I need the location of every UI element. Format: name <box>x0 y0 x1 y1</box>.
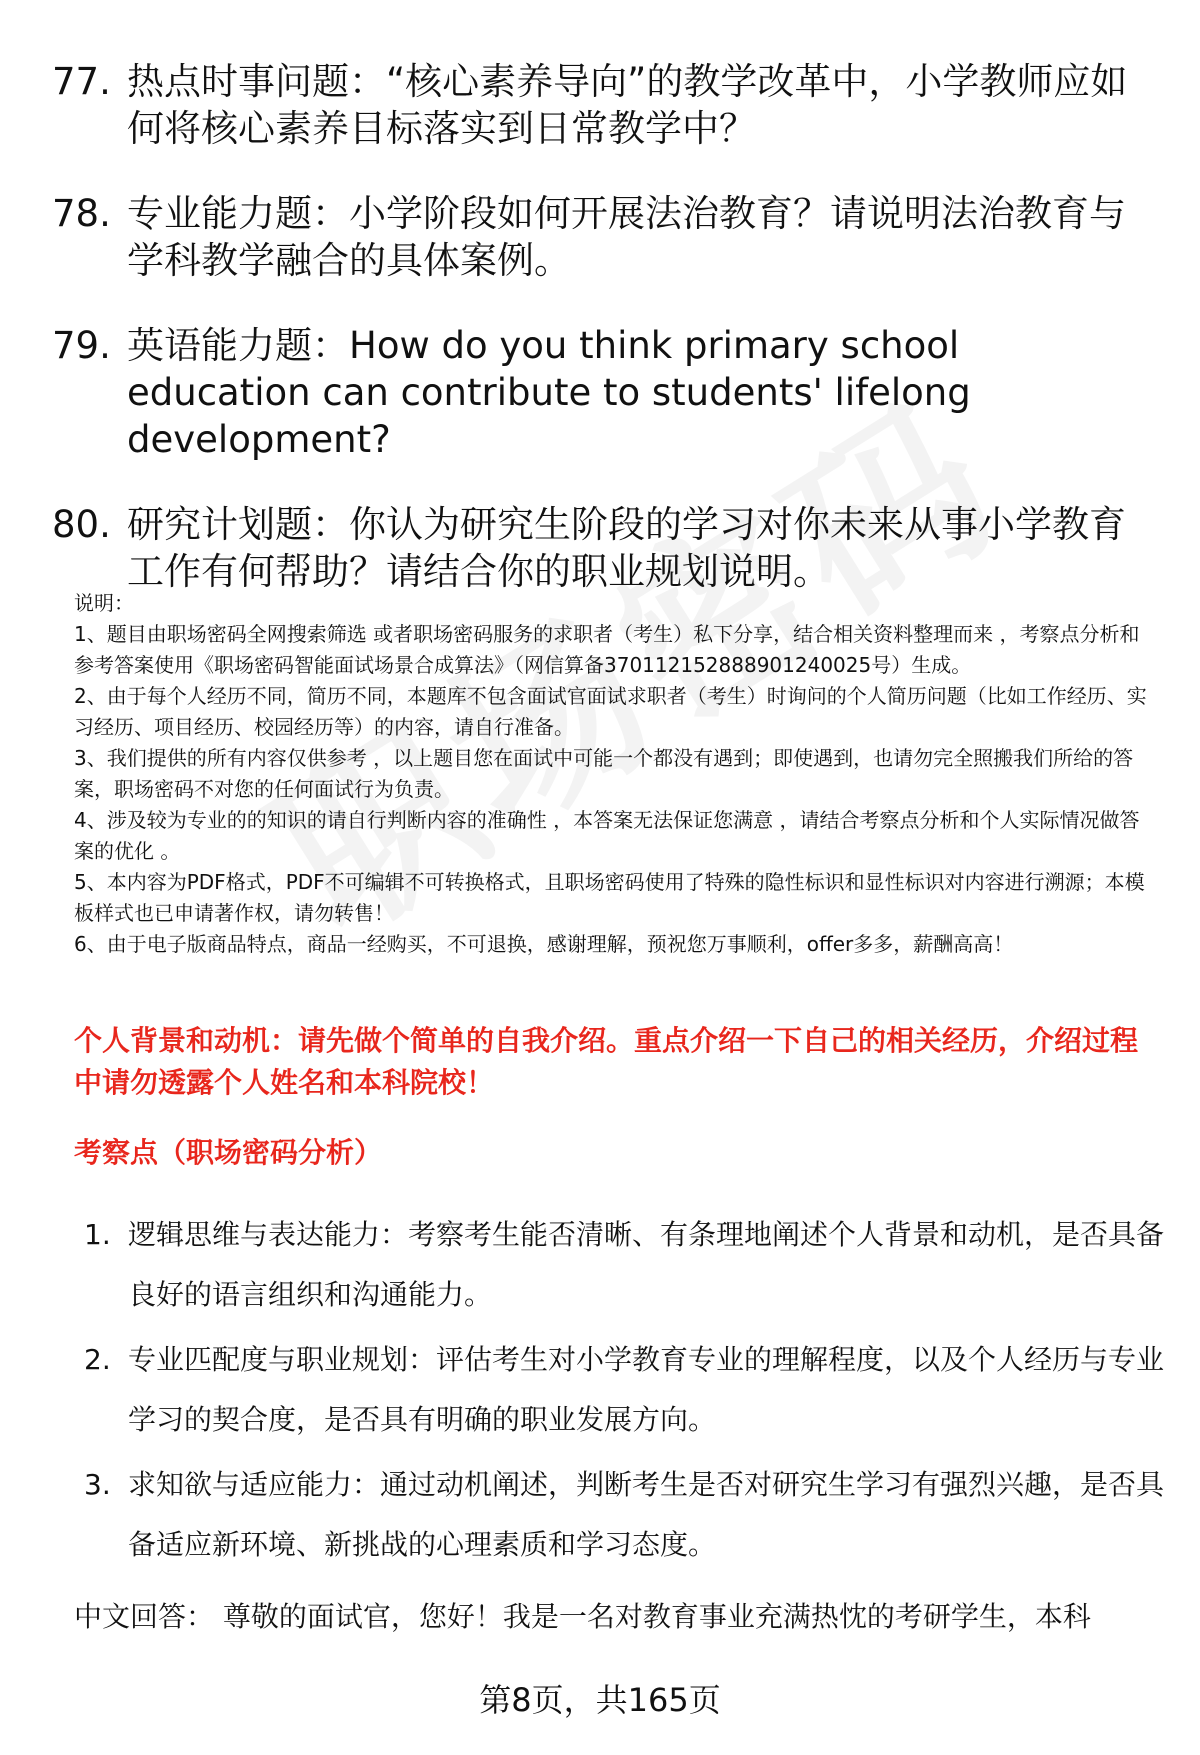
exam-point-text: 专业匹配度与职业规划：评估考生对小学教育专业的理解程度，以及个人经历与专业学习的契合度，是否具有明确的职业发展方向。 <box>128 1343 1165 1436</box>
question-number: 77. <box>52 60 111 103</box>
exam-point-item <box>84 1455 1164 1575</box>
exam-point-text: 求知欲与适应能力：通过动机阐述，判断考生是否对研究生学习有强烈兴趣，是否具备适应新环境、新挑战的心理素质和学习态度。 <box>128 1468 1165 1561</box>
exam-points-heading: 考察点（职场密码分析） <box>74 1136 383 1169</box>
question-number: 79. <box>52 324 111 367</box>
question-text: 热点时事问题：“核心素养导向”的教学改革中，小学教师应如何将核心素养目标落实到日常教学中？ <box>127 60 1128 150</box>
note-item: 1、题目由职场密码全网搜索筛选 或者职场密码服务的求职者（考生）私下分享，结合相关资料整理而来 ，考察点分析和参考答案使用《职场密码智能面试场景合成算法》（网信算备370112152888901240025号）生成。 <box>74 622 1140 677</box>
exam-point-text: 逻辑思维与表达能力：考察考生能否清晰、有条理地阐述个人背景和动机，是否具备良好的语言组织和沟通能力。 <box>128 1218 1165 1311</box>
notes-title: 说明： <box>74 591 134 615</box>
question-item <box>52 58 1152 152</box>
note-item: 4、涉及较为专业的的知识的请自行判断内容的准确性 ，本答案无法保证您满意 ，请结合考察点分析和个人实际情况做答案的优化 。 <box>74 808 1140 863</box>
question-item <box>52 322 1152 463</box>
notes-section <box>74 588 1159 960</box>
exam-points-list <box>84 1205 1164 1580</box>
note-item: 6、由于电子版商品特点，商品一经购买，不可退换，感谢理解，预祝您万事顺利，offer多多，薪酬高高！ <box>74 932 1014 956</box>
exam-point-item <box>84 1205 1164 1325</box>
exam-point-number: 3. <box>84 1468 111 1501</box>
note-item: 3、我们提供的所有内容仅供参考 ，以上题目您在面试中可能一个都没有遇到；即使遇到，也请勿完全照搬我们所给的答案，职场密码不对您的任何面试行为负责。 <box>74 746 1134 801</box>
question-number: 78. <box>52 192 111 235</box>
question-item <box>52 501 1152 595</box>
background-question: 个人背景和动机：请先做个简单的自我介绍。重点介绍一下自己的相关经历，介绍过程中请勿透露个人姓名和本科院校！ <box>74 1024 1139 1099</box>
exam-point-number: 2. <box>84 1343 111 1376</box>
question-list <box>52 58 1152 633</box>
note-item: 2、由于每个人经历不同，简历不同，本题库不包含面试官面试求职者（考生）时询问的个人简历问题（比如工作经历、实习经历、项目经历、校园经历等）的内容，请自行准备。 <box>74 684 1147 739</box>
question-item <box>52 190 1152 284</box>
page-footer: 第8页，共165页 <box>479 1681 721 1719</box>
question-text: 专业能力题：小学阶段如何开展法治教育？请说明法治教育与学科教学融合的具体案例。 <box>127 192 1126 282</box>
exam-point-number: 1. <box>84 1218 111 1251</box>
question-number: 80. <box>52 503 111 546</box>
chinese-answer: 中文回答： 尊敬的面试官，您好！我是一名对教育事业充满热忱的考研学生，本科 <box>74 1600 1091 1633</box>
exam-point-item <box>84 1330 1164 1450</box>
question-text: 研究计划题：你认为研究生阶段的学习对你未来从事小学教育工作有何帮助？请结合你的职业规划说明。 <box>127 503 1126 593</box>
note-item: 5、本内容为PDF格式，PDF不可编辑不可转换格式，且职场密码使用了特殊的隐性标识和显性标识对内容进行溯源；本模板样式也已申请著作权，请勿转售！ <box>74 870 1145 925</box>
question-text: 英语能力题：How do you think primary school education can contribute to students' lifelong development? <box>127 324 971 461</box>
